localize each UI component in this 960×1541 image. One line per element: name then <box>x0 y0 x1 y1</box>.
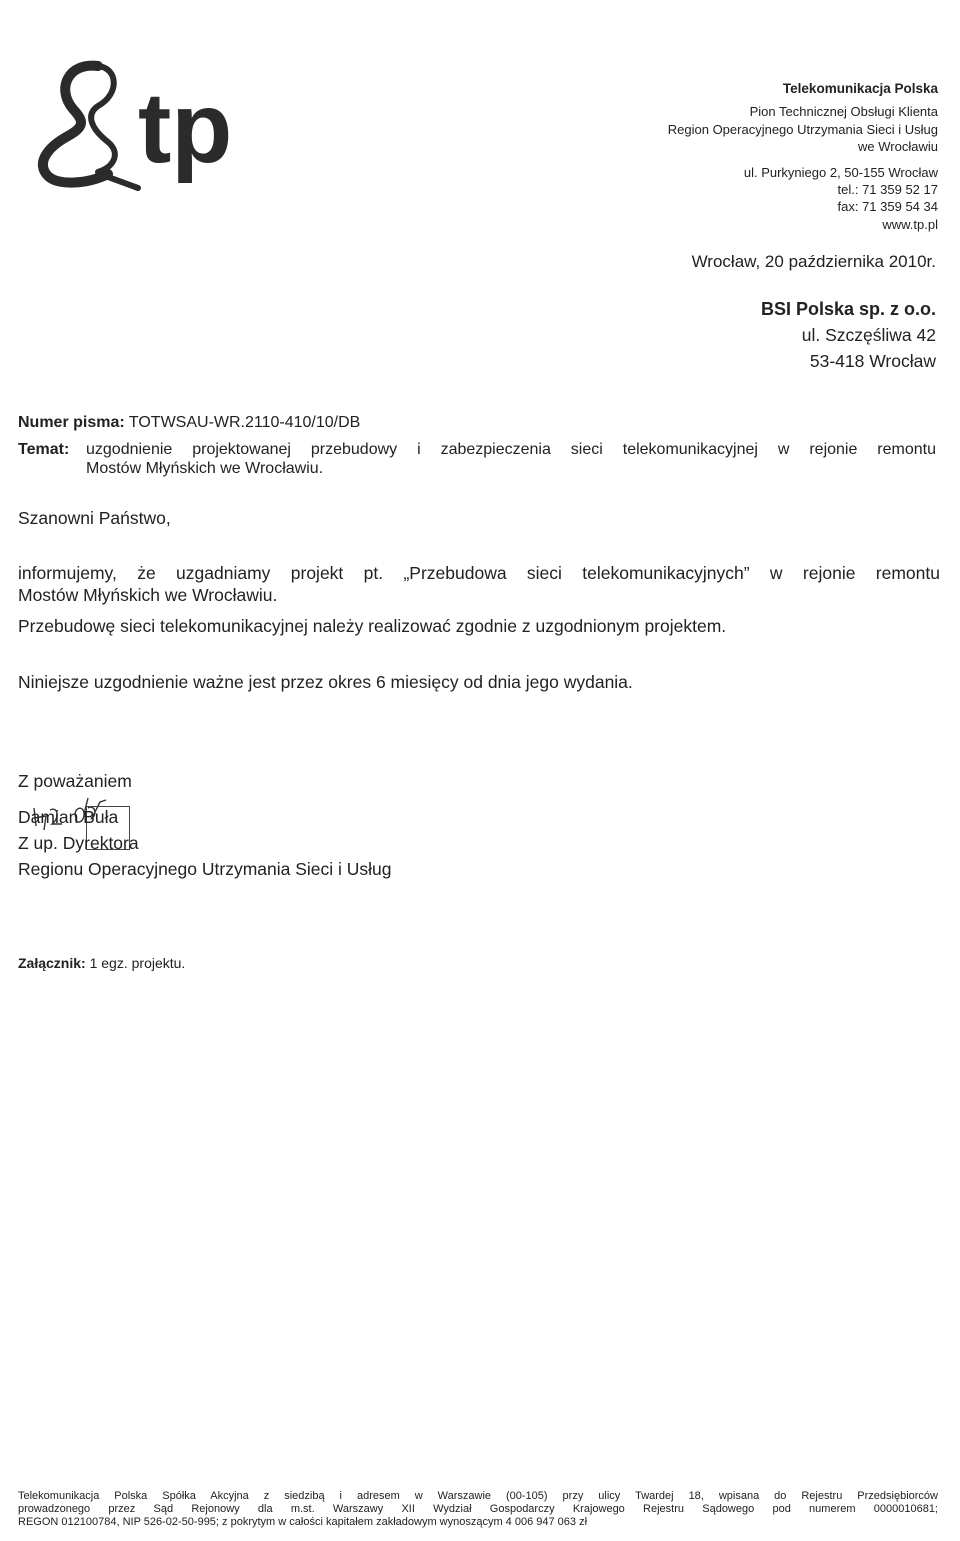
greeting: Szanowni Państwo, <box>18 508 171 528</box>
body-p1-line-2: Mostów Młyńskich we Wrocławiu. <box>18 585 278 605</box>
sender-address: ul. Purkyniego 2, 50-155 Wrocław <box>743 164 938 180</box>
body-p1-line-1: informujemy, że uzgadniamy projekt pt. „Przebudowa sieci telekomunikacyjnych” w rejonie remontu <box>18 563 940 583</box>
signatory-name: Damian Buła <box>18 807 119 827</box>
recipient-name: BSI Polska sp. z o.o. <box>760 299 936 319</box>
recipient-city: 53-418 Wrocław <box>809 351 936 371</box>
footer-line-3: REGON 012100784, NIP 526-02-50-995; z pokrytym w całości kapitałem zakładowym wynoszącym 4 006 947 063 zł <box>18 1516 588 1528</box>
sender-company: Telekomunikacja Polska <box>782 81 938 96</box>
closing-regards: Z poważaniem <box>18 771 132 791</box>
closing-block <box>18 768 392 882</box>
tp-logo-mark <box>28 54 268 204</box>
signatory-title-2: Regionu Operacyjnego Utrzymania Sieci i Usług <box>18 859 392 879</box>
signatory-title-1: Z up. Dyrektora <box>18 833 139 853</box>
footer-line-1: Telekomunikacja Polska Spółka Akcyjna z siedzibą i adresem w Warszawie (00-105) przy ulicy Twardej 18, wpisana do Rejestru Przedsiębiorców <box>18 1490 938 1502</box>
body-paragraph-2: Przebudowę sieci telekomunikacyjnej należy realizować zgodnie z uzgodnionym projektem. <box>18 616 727 636</box>
footer-line-2: prowadzonego przez Sąd Rejonowy dla m.st. Warszawy XII Wydział Gospodarczy Krajowego Rejestru Sądowego pod numerem 0000010681; <box>18 1503 938 1515</box>
reference-label: Numer pisma: <box>18 414 125 431</box>
tp-logo <box>28 54 268 204</box>
body-paragraph-1 <box>18 562 940 606</box>
body-paragraph-3: Niniejsze uzgodnienie ważne jest przez okres 6 miesięcy od dnia jego wydania. <box>18 672 633 692</box>
sender-website: www.tp.pl <box>882 216 938 232</box>
attachment-label: Załącznik: <box>18 955 86 971</box>
sender-division: Pion Technicznej Obsługi Klienta <box>749 104 938 120</box>
sender-phone: tel.: 71 359 52 17 <box>837 182 938 198</box>
subject-label: Temat: <box>18 441 70 458</box>
letter-date: Wrocław, 20 października 2010r. <box>691 252 936 271</box>
subject-line-1: uzgodnienie projektowanej przebudowy i zabezpieczenia sieci telekomunikacyjnej w rejonie remontu <box>86 441 936 458</box>
attachment-value: 1 egz. projektu. <box>89 955 186 971</box>
logo-text: tp <box>138 72 233 184</box>
recipient-block <box>761 296 936 374</box>
reference-value: TOTWSAU-WR.2110-410/10/DB <box>128 414 361 431</box>
recipient-street: ul. Szczęśliwa 42 <box>801 325 936 345</box>
subject-line-2: Mostów Młyńskich we Wrocławiu. <box>86 460 324 477</box>
reference-number <box>18 414 360 432</box>
sender-fax: fax: 71 359 54 34 <box>837 199 938 215</box>
subject-block <box>18 440 938 478</box>
sender-block <box>668 80 938 233</box>
attachment-note <box>18 955 185 971</box>
sender-region: Region Operacyjnego Utrzymania Sieci i Usług <box>667 121 938 137</box>
sender-city: we Wrocławiu <box>858 139 938 155</box>
footer-legal <box>18 1490 938 1529</box>
